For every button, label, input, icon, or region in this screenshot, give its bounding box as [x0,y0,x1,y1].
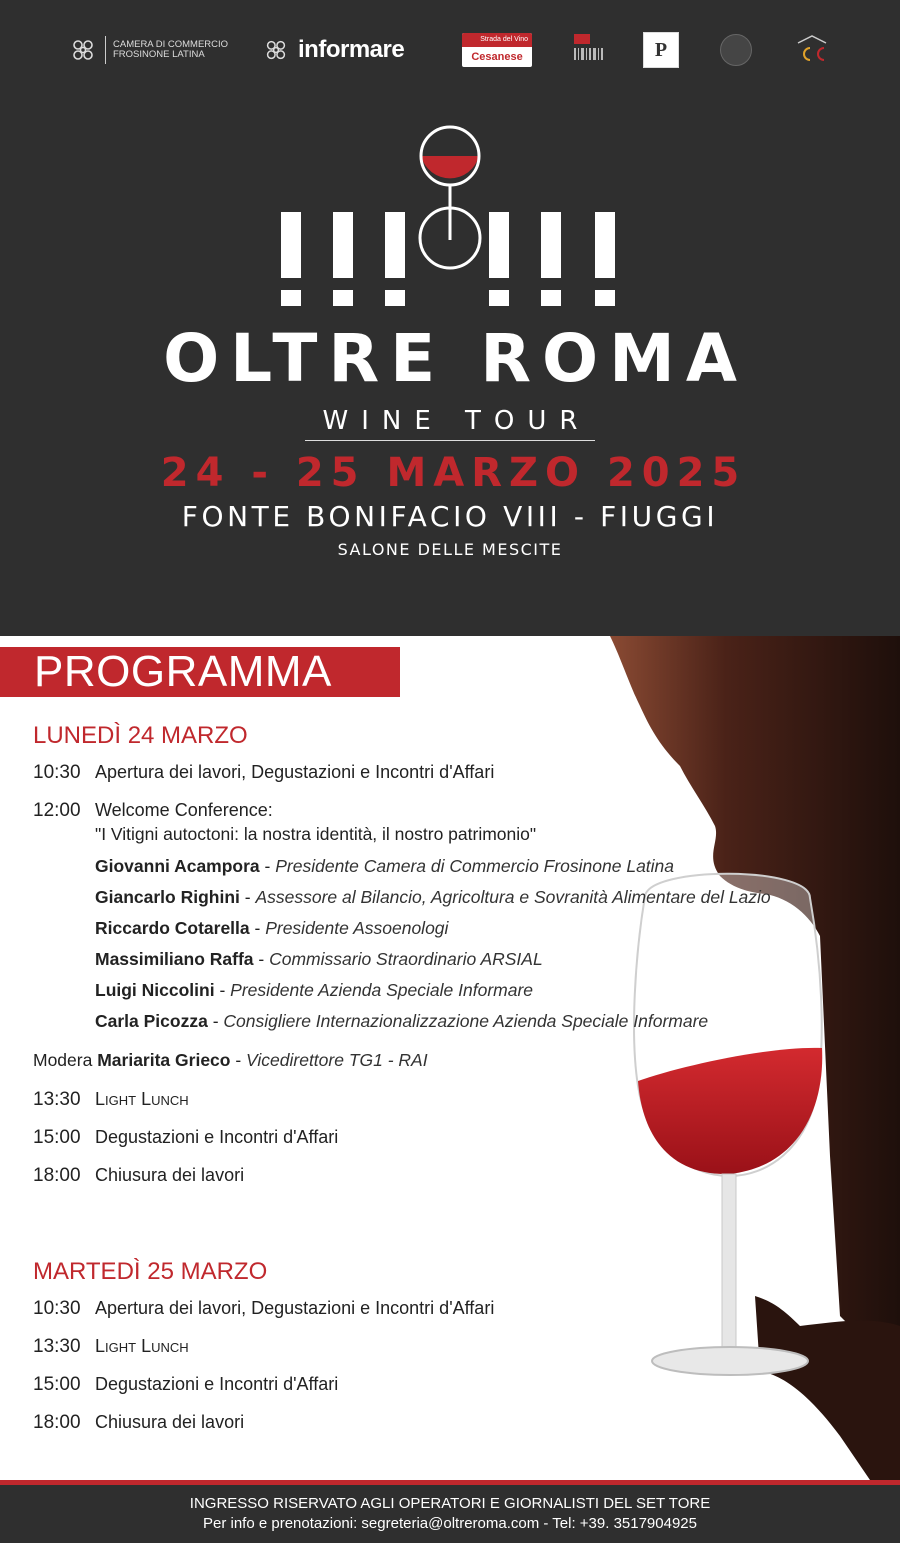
item-text: Light Lunch [95,1336,189,1356]
item-time: 18:00 [33,1165,81,1186]
item-time: 15:00 [33,1374,81,1395]
item-text: Chiusura dei lavori [95,1412,245,1432]
speaker-role: Commissario Straordinario ARSIAL [269,949,543,969]
moderator-name: Mariarita Grieco [97,1050,231,1070]
moderator-label: Modera [33,1050,93,1070]
informare-wordmark: informare [298,36,405,63]
programma-banner [0,647,400,697]
item-text: Chiusura dei lavori [95,1165,245,1185]
event-dates: 24 - 25 MARZO 2025 [160,450,747,496]
sponsor-logos [0,28,900,72]
poster-footer [0,1480,900,1543]
speaker-row: Giancarlo Righini - Assessore al Bilancio, Agricoltura e Sovranità Alimentare del Lazio [95,887,771,907]
speaker-name: Luigi Niccolini [95,980,215,1000]
item-text: Light Lunch [95,1089,189,1109]
day2-item-3 [33,1372,338,1397]
speaker-role: Presidente Camera di Commercio Frosinone Latina [275,856,675,876]
sc-logo [795,33,829,67]
footer-contact-info: Per info e prenotazioni: segreteria@oltreroma.com - Tel: +39. 3517904925 [203,1515,697,1532]
poster-header [0,0,900,636]
camera-commercio-emblem-icon [68,35,98,65]
event-subtitle: WINE TOUR [305,402,595,441]
day1-item-2 [33,798,273,823]
day2-item-1 [33,1296,494,1321]
item-time: 10:30 [33,762,81,783]
item-text: Degustazioni e Incontri d'Affari [95,1127,339,1147]
conference-quote: "I Vitigni autoctoni: la nostra identità, il nostro patrimonio" [95,824,537,844]
programma-title: PROGRAMMA [34,647,332,696]
camera-commercio-text [113,40,228,60]
item-time: 12:00 [33,800,81,821]
round-seal-logo [720,34,752,66]
item-time: 13:30 [33,1336,81,1357]
speaker-row: Luigi Niccolini - Presidente Azienda Speciale Informare [95,980,534,1000]
wine-glass-emblem-icon [279,120,621,310]
day1-later-3 [33,1163,244,1188]
camera-commercio-logo [68,28,228,72]
barcode-logo [572,32,604,68]
moderator-row: Modera Mariarita Grieco - Vicedirettore TG1 - RAI [33,1050,428,1070]
speaker-name: Giancarlo Righini [95,887,240,907]
informare-emblem-icon [262,36,290,64]
moderator-role: Vicedirettore TG1 - RAI [246,1050,428,1070]
day2-item-2 [33,1334,189,1359]
item-text: Apertura dei lavori, Degustazioni e Incontri d'Affari [95,762,495,782]
p-logo: P [643,32,679,68]
speaker-row: Giovanni Acampora - Presidente Camera di Commercio Frosinone Latina [95,856,675,876]
event-venue: FONTE BONIFACIO VIII - FIUGGI [181,500,719,533]
informare-logo [262,28,404,72]
speaker-name: Massimiliano Raffa [95,949,254,969]
day2-heading: MARTEDÌ 25 MARZO [33,1258,268,1285]
day1-later-1 [33,1087,189,1112]
speaker-role: Assessore al Bilancio, Agricoltura e Sovranità Alimentare del Lazio [255,887,771,907]
speaker-name: Riccardo Cotarella [95,918,250,938]
barcode-logo-icon [572,32,604,68]
item-time: 15:00 [33,1127,81,1148]
speaker-role: Presidente Azienda Speciale Informare [230,980,534,1000]
event-title: OLTRE ROMA [163,320,748,397]
speaker-role: Consigliere Internazionalizzazione Azienda Speciale Informare [223,1011,709,1031]
day2-item-4 [33,1410,244,1435]
camera-line1: CAMERA DI COMMERCIO [113,39,229,50]
speaker-row: Riccardo Cotarella - Presidente Assoenologi [95,918,449,938]
day1-later-2 [33,1125,338,1150]
item-text: Welcome Conference: [95,800,273,820]
day1-item-1 [33,760,494,785]
event-hall: SALONE DELLE MESCITE [337,540,563,559]
item-time: 13:30 [33,1089,81,1110]
wine-tasting-photo [540,636,900,1480]
speaker-name: Giovanni Acampora [95,856,260,876]
camera-line2: FROSINONE LATINA [113,49,205,60]
speaker-name: Carla Picozza [95,1011,208,1031]
cesanese-logo [462,33,532,67]
logo-divider [105,36,106,64]
day1-heading: LUNEDÌ 24 MARZO [33,722,248,749]
sc-logo-icon [795,33,829,67]
item-text: Degustazioni e Incontri d'Affari [95,1374,339,1394]
speaker-row: Carla Picozza - Consigliere Internazionalizzazione Azienda Speciale Informare [95,1011,709,1031]
item-time: 18:00 [33,1412,81,1433]
cesanese-top-text: Strada del Vino [462,33,532,47]
speaker-role: Presidente Assoenologi [265,918,449,938]
item-text: Apertura dei lavori, Degustazioni e Incontri d'Affari [95,1298,495,1318]
footer-access-note: INGRESSO RISERVATO AGLI OPERATORI E GIORNALISTI DEL SET TORE [189,1495,711,1512]
cesanese-bottom-text: Cesanese [471,51,523,63]
speaker-row: Massimiliano Raffa - Commissario Straordinario ARSIAL [95,949,543,969]
item-time: 10:30 [33,1298,81,1319]
